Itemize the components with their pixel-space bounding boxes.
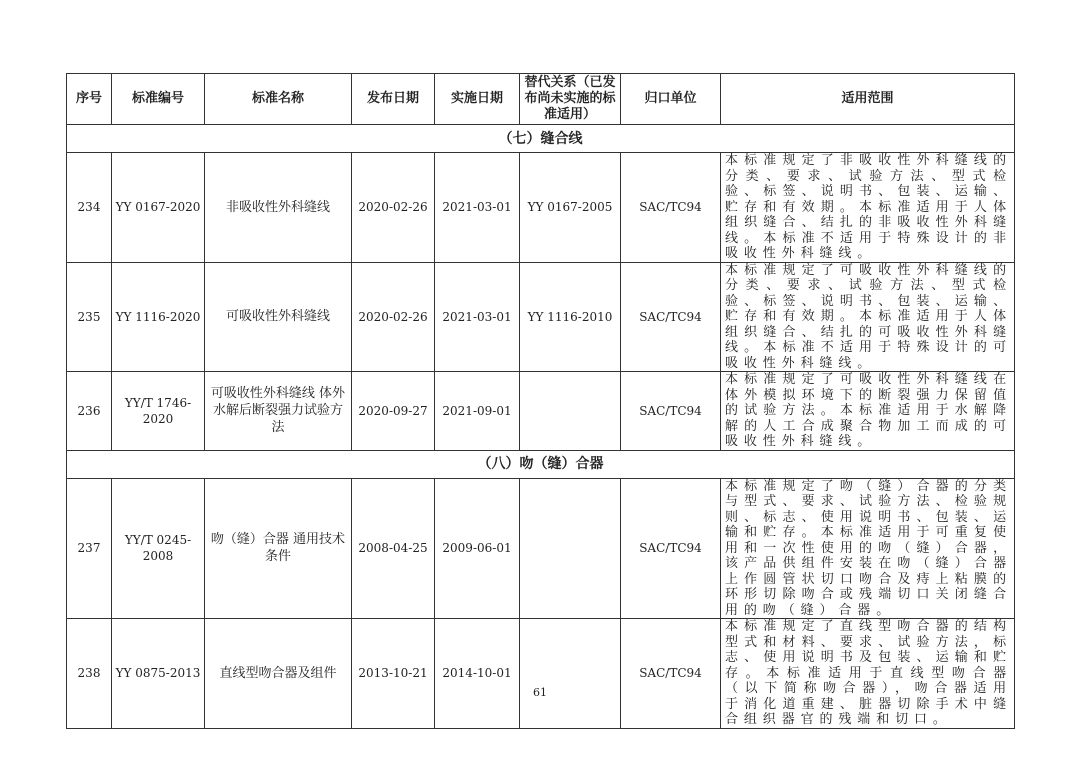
column-header: 替代关系（已发布尚未实施的标准适用） [520, 74, 621, 125]
implement-date: 2009-06-01 [435, 478, 520, 619]
scope: 本标准规定了吻（缝）合器的分类与型式、要求、试验方法、检验规则、标志、使用说明书、包装、运输和贮存。本标准适用于可重复使用和一次性使用的吻（缝）合器，该产品供组件安装在吻（缝）合器上作圆管状切口吻合及痔上粘膜的环形切除吻合或残端切口关闭缝合用的吻（缝）合器。 [721, 478, 1015, 619]
column-header: 实施日期 [435, 74, 520, 125]
responsible-unit: SAC/TC94 [621, 262, 721, 372]
table-row [67, 478, 1015, 619]
replacement [520, 478, 621, 619]
row-number: 236 [67, 372, 112, 451]
standard-name: 可吸收性外科缝线 体外水解后断裂强力试验方法 [205, 372, 352, 451]
table-row [67, 619, 1015, 729]
row-number: 234 [67, 153, 112, 263]
publish-date: 2020-02-26 [352, 153, 435, 263]
column-header: 标准名称 [205, 74, 352, 125]
table-row [67, 262, 1015, 372]
standard-name: 非吸收性外科缝线 [205, 153, 352, 263]
publish-date: 2020-09-27 [352, 372, 435, 451]
replacement: YY 0167-2005 [520, 153, 621, 263]
implement-date: 2021-03-01 [435, 262, 520, 372]
standard-code: YY 1116-2020 [112, 262, 205, 372]
section-row [67, 450, 1015, 478]
responsible-unit: SAC/TC94 [621, 153, 721, 263]
standard-name: 直线型吻合器及组件 [205, 619, 352, 729]
scope: 本标准规定了非吸收性外科缝线的分类、要求、试验方法、型式检验、标签、说明书、包装、运输、贮存和有效期。本标准适用于人体组织缝合、结扎的非吸收性外科缝线。本标准不适用于特殊设计的非吸收性外科缝线。 [721, 153, 1015, 263]
column-header: 发布日期 [352, 74, 435, 125]
standard-name: 可吸收性外科缝线 [205, 262, 352, 372]
column-header: 序号 [67, 74, 112, 125]
table-row [67, 153, 1015, 263]
replacement [520, 372, 621, 451]
replacement [520, 619, 621, 729]
column-header: 标准编号 [112, 74, 205, 125]
standard-code: YY/T 0245-2008 [112, 478, 205, 619]
publish-date: 2008-04-25 [352, 478, 435, 619]
row-number: 238 [67, 619, 112, 729]
implement-date: 2021-03-01 [435, 153, 520, 263]
page-number: 61 [533, 686, 547, 699]
publish-date: 2020-02-26 [352, 262, 435, 372]
standard-code: YY/T 1746-2020 [112, 372, 205, 451]
implement-date: 2014-10-01 [435, 619, 520, 729]
section-row [67, 125, 1015, 153]
column-header: 归口单位 [621, 74, 721, 125]
scope: 本标准规定了可吸收性外科缝线在体外模拟环境下的断裂强力保留值的试验方法。本标准适用于水解降解的人工合成聚合物加工而成的可吸收性外科缝线。 [721, 372, 1015, 451]
scope: 本标准规定了直线型吻合器的结构型式和材料、要求、试验方法，标志、使用说明书及包装、运输和贮存。本标准适用于直线型吻合器（以下简称吻合器），吻合器适用于消化道重建、脏器切除手术中缝合组织器官的残端和切口。 [721, 619, 1015, 729]
responsible-unit: SAC/TC94 [621, 372, 721, 451]
responsible-unit: SAC/TC94 [621, 619, 721, 729]
header-row [67, 74, 1015, 125]
section-title: （八）吻（缝）合器 [67, 450, 1015, 478]
standards-table [66, 73, 1015, 729]
standard-code: YY 0167-2020 [112, 153, 205, 263]
implement-date: 2021-09-01 [435, 372, 520, 451]
table-row [67, 372, 1015, 451]
column-header: 适用范围 [721, 74, 1015, 125]
publish-date: 2013-10-21 [352, 619, 435, 729]
row-number: 237 [67, 478, 112, 619]
replacement: YY 1116-2010 [520, 262, 621, 372]
standard-name: 吻（缝）合器 通用技术条件 [205, 478, 352, 619]
standard-code: YY 0875-2013 [112, 619, 205, 729]
section-title: （七）缝合线 [67, 125, 1015, 153]
row-number: 235 [67, 262, 112, 372]
scope: 本标准规定了可吸收性外科缝线的分类、要求、试验方法、型式检验、标签、说明书、包装、运输、贮存和有效期。本标准适用于人体组织缝合、结扎的可吸收性外科缝线。本标准不适用于特殊设计的可吸收性外科缝线。 [721, 262, 1015, 372]
responsible-unit: SAC/TC94 [621, 478, 721, 619]
